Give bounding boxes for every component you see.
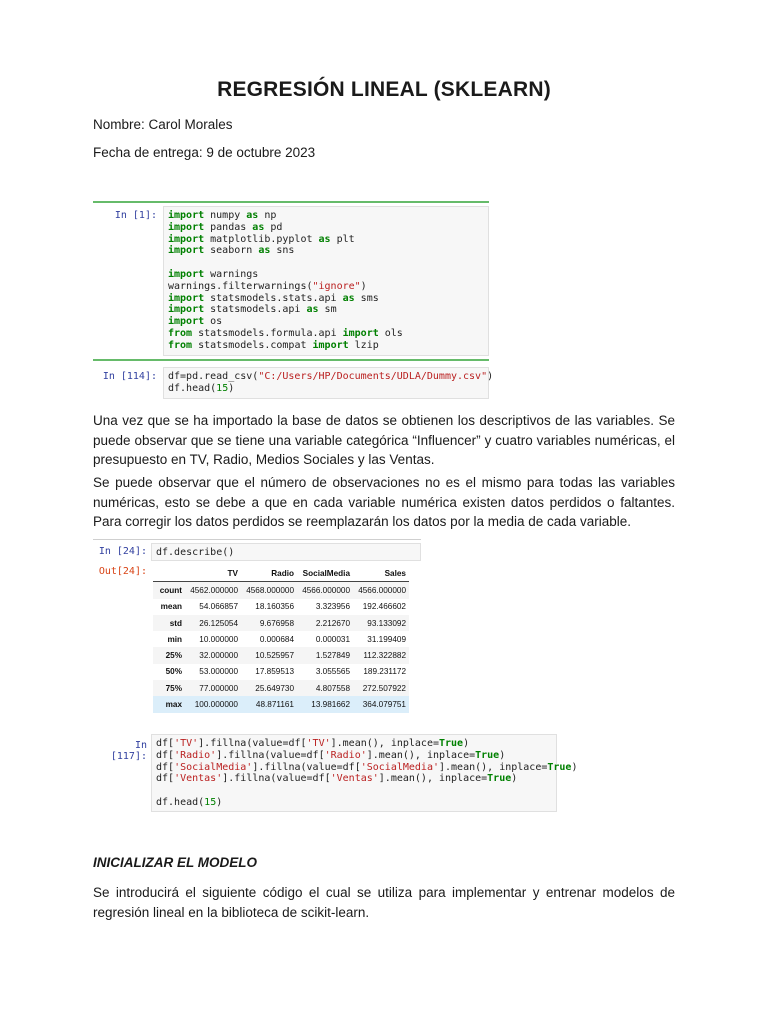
cell-1-code[interactable]: import numpy as np import pandas as pd import matplotlib.pyplot as plt import seaborn as sns import warnings warnings.filterwarnings("ignore") import statsmodels.stats.api as sms import statsmodels.api as sm import os from statsmodels.formula.api import ols from statsmodels.compat import lzip — [163, 206, 489, 356]
cell-value: 17.859513 — [255, 667, 294, 677]
cell-value: 48.871161 — [255, 700, 294, 710]
cell-value: 4.807558 — [315, 683, 350, 693]
row-label: count — [159, 585, 182, 595]
cell-value: 93.133092 — [367, 618, 406, 628]
cell-3-out-prompt: Out[24]: — [98, 566, 147, 577]
cell-value: 53.000000 — [199, 667, 238, 677]
cell-value: 4568.000000 — [246, 585, 294, 595]
cell-value: 32.000000 — [199, 651, 238, 661]
cell-value: 3.323956 — [315, 602, 350, 612]
cell-2-prompt: In [114]: — [102, 371, 157, 382]
cell-2-code[interactable]: df=pd.read_csv("C:/Users/HP/Documents/UDLA/Dummy.csv") df.head(15) — [163, 367, 489, 399]
describe-row-min — [153, 631, 409, 647]
cell-value: 25.649730 — [255, 683, 294, 693]
cell-value: 4566.000000 — [358, 585, 406, 595]
row-label: max — [165, 700, 182, 710]
describe-row-25 — [153, 647, 409, 663]
cell-value: 10.000000 — [199, 634, 238, 644]
describe-row-std — [153, 615, 409, 631]
cell-value: 112.322882 — [363, 651, 406, 661]
describe-row-mean — [153, 599, 409, 615]
section-heading-model: INICIALIZAR EL MODELO — [93, 855, 257, 870]
cell-value: 192.466602 — [362, 602, 406, 612]
document-title: REGRESIÓN LINEAL (SKLEARN) — [217, 78, 551, 101]
describe-row-75 — [153, 680, 409, 696]
describe-row-max — [153, 696, 409, 712]
cell-value: 77.000000 — [199, 683, 238, 693]
cell-value: 0.000684 — [259, 634, 294, 644]
cell-1-top-border — [93, 201, 489, 203]
row-label: mean — [160, 602, 182, 612]
row-label: 25% — [165, 651, 182, 661]
describe-header-corner — [153, 565, 185, 582]
describe-row-50 — [153, 664, 409, 680]
date-line: Fecha de entrega: 9 de octubre 2023 — [93, 145, 316, 160]
cell-value: 272.507922 — [362, 683, 406, 693]
cell-value: 3.055565 — [315, 667, 350, 677]
describe-row-count — [153, 582, 409, 599]
cell-3-prompt: In [24]: — [98, 546, 147, 557]
cell-value: 26.125054 — [199, 618, 238, 628]
describe-header-tv: TV — [185, 565, 241, 582]
cell-value: 18.160356 — [255, 602, 294, 612]
cell-value: 13.981662 — [311, 700, 350, 710]
cell-value: 4566.000000 — [302, 585, 350, 595]
describe-table — [153, 565, 409, 713]
cell-4-code[interactable]: df['TV'].fillna(value=df['TV'].mean(), inplace=True) df['Radio'].fillna(value=df['Radio'].mean(), inplace=True) df['SocialMedia'].fillna(value=df['SocialMedia'].mean(), inplace=True) df['Ventas'].fillna(value=df['Ventas'].mean(), inplace=True) df.head(15) — [151, 734, 557, 812]
describe-header-socialmedia: SocialMedia — [297, 565, 353, 582]
author-line: Nombre: Carol Morales — [93, 117, 233, 132]
cell-3-code[interactable]: df.describe() — [151, 543, 421, 561]
cell-value: 31.199409 — [367, 634, 406, 644]
cell-4-prompt: In [117]: — [110, 740, 147, 762]
describe-header-radio: Radio — [241, 565, 297, 582]
cell-value: 54.066857 — [199, 602, 238, 612]
cell-3-top-border — [93, 539, 421, 540]
describe-table-wrapper — [153, 565, 409, 713]
row-label: std — [169, 618, 182, 628]
cell-value: 1.527849 — [315, 651, 350, 661]
paragraph-model-intro: Se introducirá el siguiente código el cual se utiliza para implementar y entrenar modelos de regresión lineal en la biblioteca de scikit-learn. — [93, 885, 675, 920]
cell-1-prompt: In [1]: — [114, 210, 157, 221]
cell-value: 10.525957 — [255, 651, 294, 661]
cell-value: 364.079751 — [362, 700, 406, 710]
cell-value: 189.231172 — [363, 667, 406, 677]
row-label: 75% — [165, 683, 182, 693]
cell-2-top-border — [93, 359, 489, 361]
cell-value: 4562.000000 — [190, 585, 238, 595]
paragraph-missing-data: Se puede observar que el número de observaciones no es el mismo para todas las variables numéricas, esto se debe a que en cada variable numérica existen datos perdidos o faltantes. Para corregir los datos perdidos se reemplazarán los datos por la media de cada variable. — [93, 475, 675, 529]
describe-header-sales: Sales — [353, 565, 409, 582]
cell-value: 9.676958 — [259, 618, 294, 628]
row-label: min — [167, 634, 182, 644]
cell-value: 0.000031 — [315, 634, 350, 644]
cell-value: 2.212670 — [315, 618, 350, 628]
row-label: 50% — [165, 667, 182, 677]
cell-value: 100.000000 — [194, 700, 238, 710]
describe-header-row — [153, 565, 409, 582]
paragraph-descriptives: Una vez que se ha importado la base de datos se obtienen los descriptivos de las variables. Se puede observar que se tiene una variable categórica “Influencer” y cuatro variables numéricas, el presupuesto en TV, Radio, Medios Sociales y las Ventas. — [93, 413, 675, 467]
